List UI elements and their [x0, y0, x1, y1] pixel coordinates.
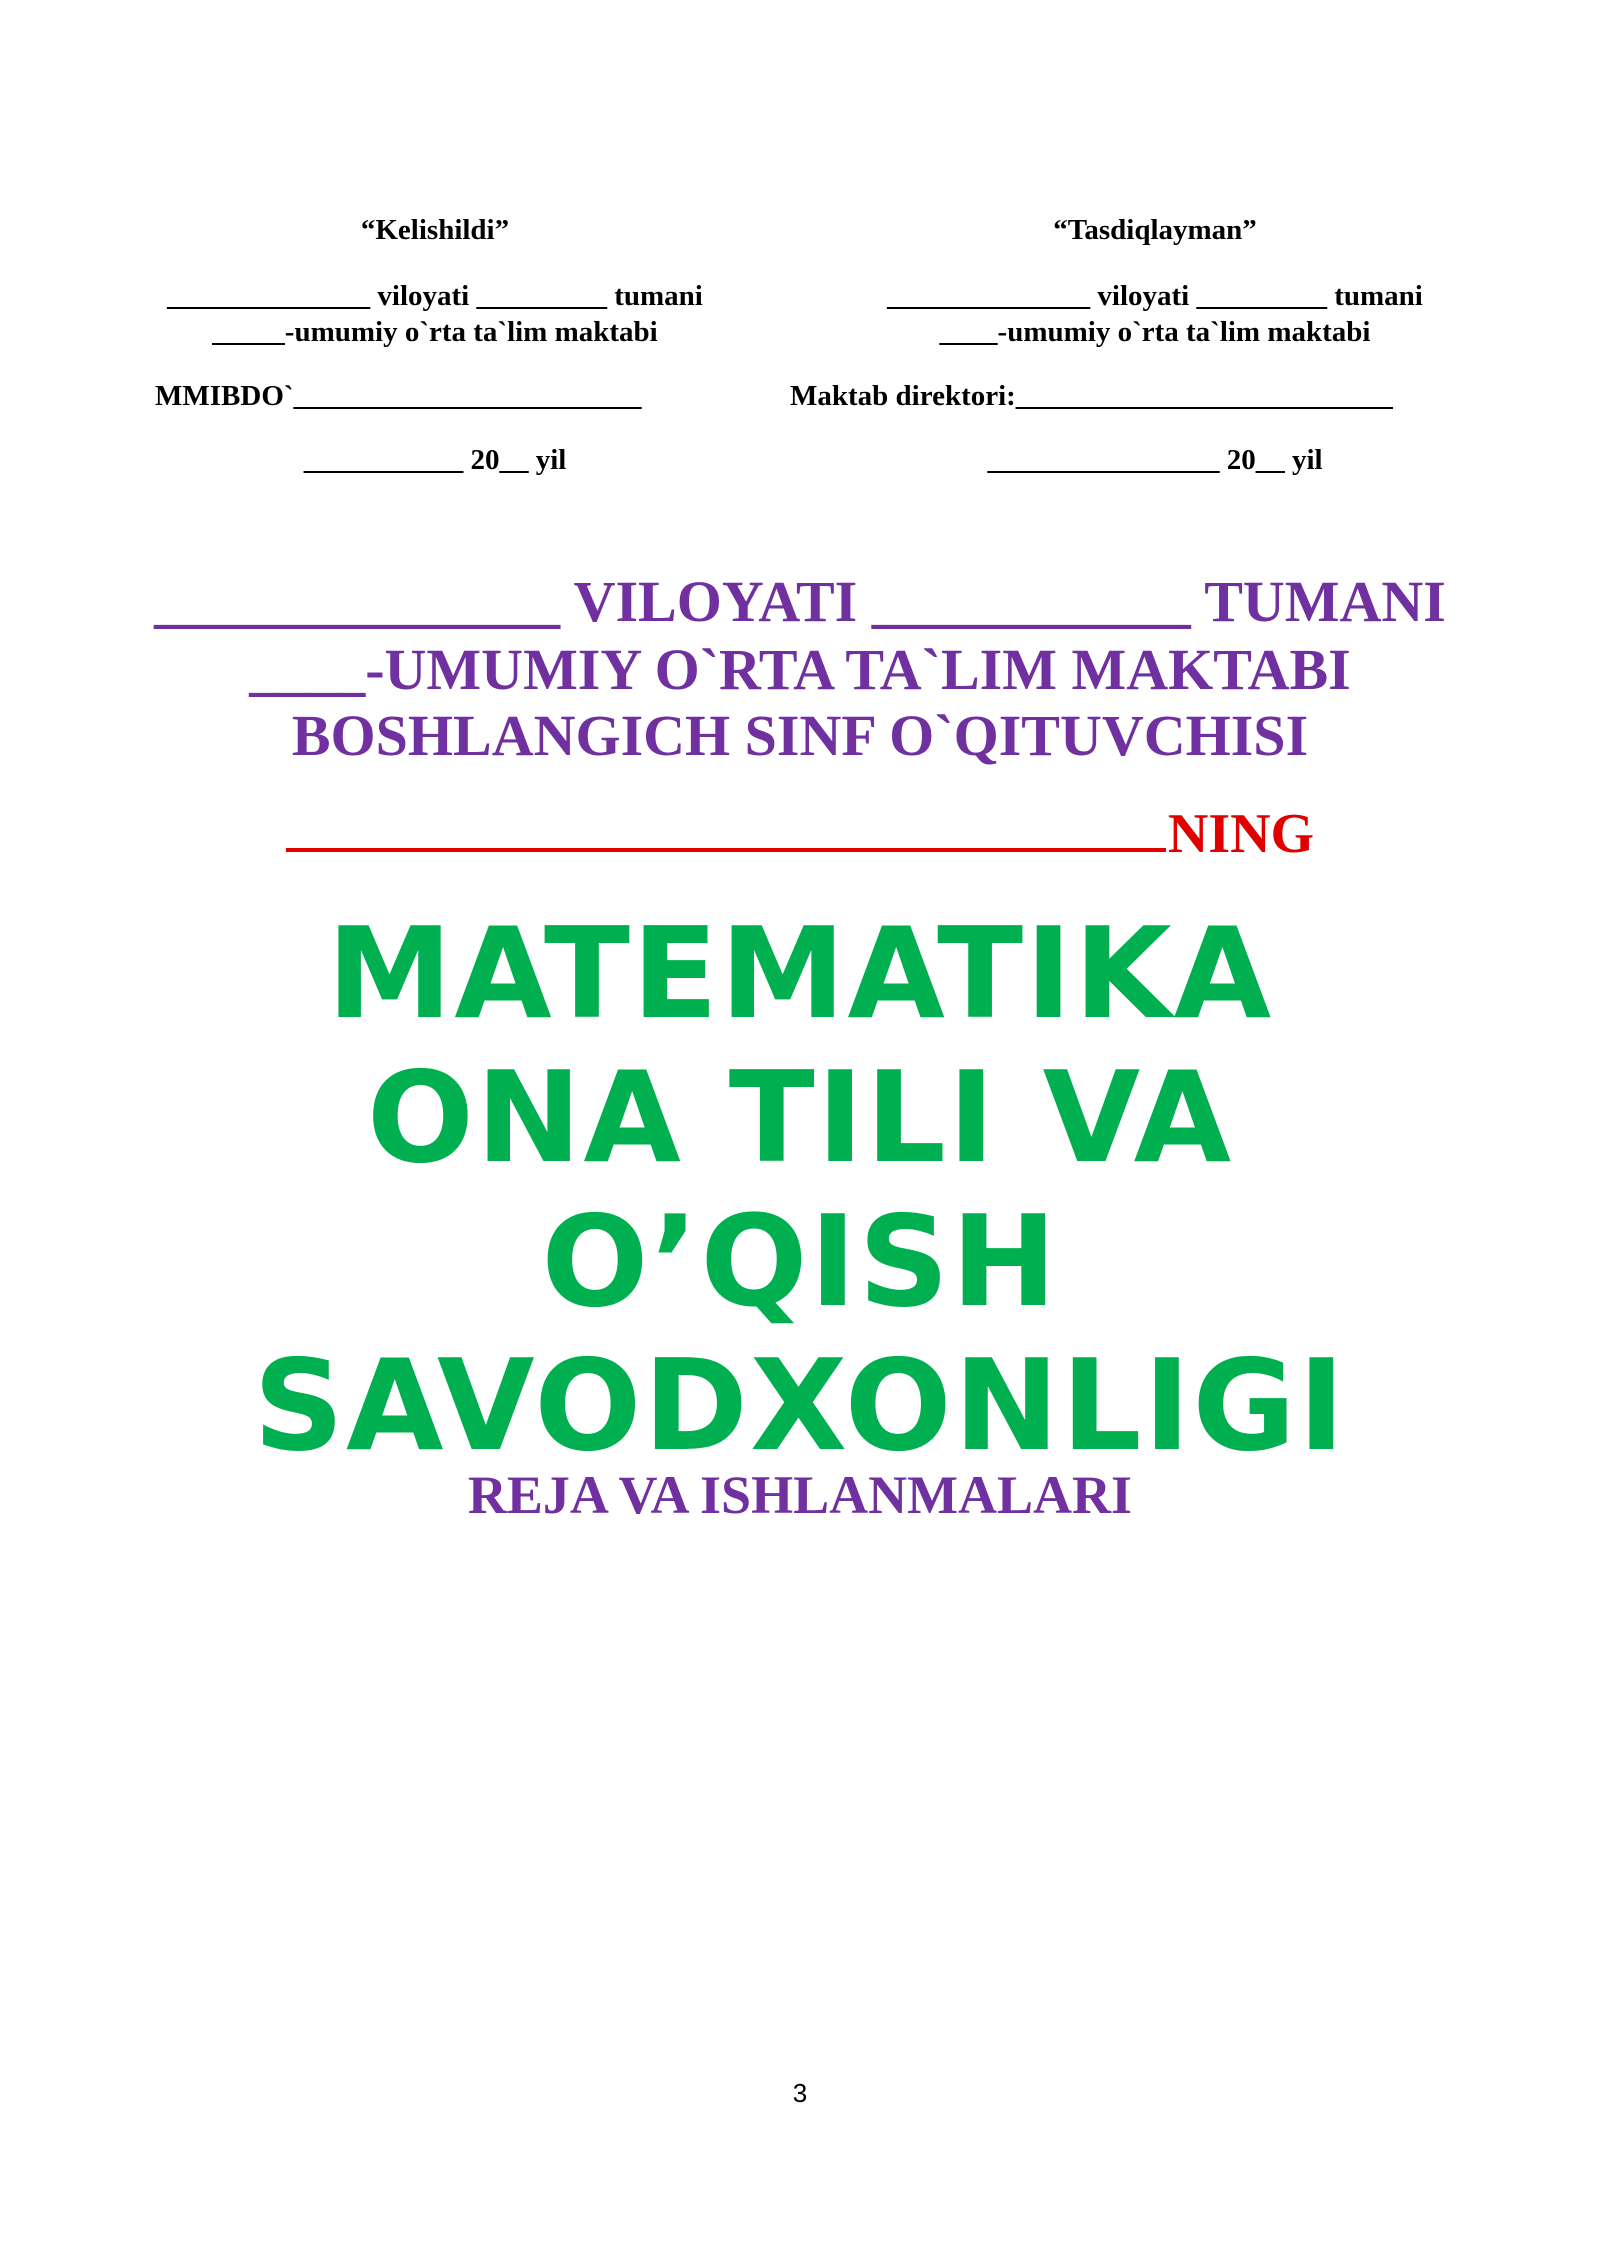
approval-right-title: “Tasdiqlayman”	[1053, 214, 1257, 246]
title-line-2: ONA TILI VA	[366, 1044, 1234, 1191]
title-line-3: O’QISH	[541, 1188, 1059, 1335]
approval-right-signer-line: Maktab direktori:__________________________	[790, 380, 1393, 412]
heading-teacher-line: BOSHLANGICH SINF O`QITUVCHISI	[291, 703, 1309, 768]
owner-name-blank	[286, 800, 1166, 852]
heading-school-line: ____-UMUMIY O`RTA TA`LIM MAKTABI	[249, 637, 1351, 702]
approval-left-school-line: _____-umumiy o`rta ta`lim maktabi	[212, 316, 658, 348]
approval-right-school-line: ____-umumiy o`rta ta`lim maktabi	[939, 316, 1371, 348]
heading-region-line: ______________ VILOYATI ___________ TUMANI	[154, 569, 1446, 634]
page-number: 3	[792, 2078, 808, 2108]
approval-right-date-line: ________________ 20__ yil	[987, 444, 1323, 476]
title-line-4: SAVODXONLIGI	[253, 1332, 1347, 1479]
approval-right-region-line: ______________ viloyati _________ tumani	[887, 280, 1423, 312]
approval-left-title: “Kelishildi”	[360, 214, 510, 246]
approval-left-date-line: ___________ 20__ yil	[303, 444, 567, 476]
owner-suffix: NING	[1167, 803, 1315, 865]
title-line-1: MATEMATIKA	[326, 900, 1274, 1047]
approval-left-signer-line: MMIBDO`________________________	[155, 380, 642, 412]
owner-line	[0, 800, 1600, 866]
subtitle: REJA VA ISHLANMALARI	[467, 1465, 1133, 1525]
approval-left-region-line: ______________ viloyati _________ tumani	[167, 280, 703, 312]
